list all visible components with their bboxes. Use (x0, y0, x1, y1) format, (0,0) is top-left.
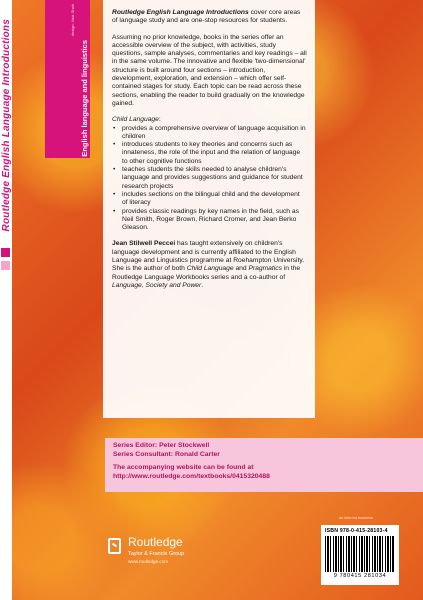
website-url[interactable]: http://www.routledge.com/textbooks/0415320488 (113, 472, 270, 480)
publisher-url[interactable]: www.routledge.com (128, 559, 169, 564)
publisher-group: Taylor & Francis Group (128, 551, 185, 557)
author-bio (112, 240, 307, 290)
bio-book-title: Pragmatics (248, 265, 282, 273)
isbn-barcode (321, 525, 399, 585)
feature-item: • includes sections on the bilingual child and the development of literacy (112, 191, 307, 208)
routledge-logo-icon (108, 538, 121, 554)
spine-strip (0, 0, 12, 600)
series-intro-text: cover core areas of language study and are one-stop resources for students. (112, 9, 301, 25)
book-title: Child Language (112, 116, 159, 124)
informa-tag: an informa business (339, 516, 373, 520)
description-panel: Routledge English Language Introductions cover core areas of language study and are one-stop resources for students. Assuming no prior knowledge, books in the series offer an accessible overview of the subject, with activities, study questions, sample analyses, commentaries and key readings – all in the same volume. The innovative and flexible 'two-dimensional' structure is built around four sections – introduction, development, exploration, and extension – which offer self-contained stages for study. Each topic can be read across these sections, enabling the reader to build gradually on the knowledge gained. Child Language: • provides a comprehensive overview of language acquisition in children • introduces students to key theories and concerns such as innateness, the role of the input and the relation of language to other cognitive functions • teaches students the skills needed to analyse children's language and provides suggestions and guidance for student research projects • includes sections on the bilingual child and the development of literacy • provides classic readings by key names in the field, such as Neil Smith, Roger Brown, Richard Cromer, and Jean Berko Gleason. Jean Stilwell Peccei has taught extensively on children's language development and is currently affiliated to the English Language and Linguistics programme at Roehampton University. She is the author of both Child Language and Pragmatics in the Routledge Language Workbooks series and a co-author of Language, Society and Power. (103, 0, 315, 418)
isbn-label: ISBN 978-0-415-28103-4 (325, 528, 388, 534)
spine-square-magenta (1, 248, 10, 257)
editor-band (105, 438, 423, 492)
barcode-icon (325, 536, 395, 572)
spine-title (0, 5, 12, 245)
bio-text: has taught extensively on children's language development and is currently affiliated to the English Language and Linguistics programme at Roehampton University. She is the author of both (112, 240, 305, 273)
bio-text: in the Routledge Language Workbooks series and a co-author of (112, 265, 301, 281)
series-intro (112, 9, 307, 26)
design-credit (67, 4, 77, 44)
series-editor: Series Editor: Peter Stockwell (113, 442, 210, 449)
website-note: The accompanying website can be found at (113, 464, 254, 472)
subject-label (78, 2, 90, 157)
subject-text: English language and linguistics (79, 40, 89, 157)
bio-text: and (233, 265, 249, 273)
publisher-name: Routledge (128, 535, 183, 549)
series-consultant: Series Consultant: Ronald Carter (113, 450, 220, 458)
bio-book-title: Child Language (186, 265, 234, 273)
spine-square-pink (1, 261, 10, 270)
design-credit-text: design: Nick Shah (69, 4, 75, 37)
feature-item: • teaches students the skills needed to analyse children's language and provides suggestions and guidance for student research projects (112, 166, 307, 191)
feature-item: • provides classic readings by key names in the field, such as Neil Smith, Roger Brown, Richard Cromer, and Jean Berko Gleason. (112, 208, 307, 233)
bio-text: . (201, 281, 204, 289)
publisher-logo (108, 532, 228, 572)
feature-list (112, 125, 307, 233)
bio-book-title: Language, Society and Power (112, 281, 202, 289)
feature-item: • introduces students to key theories and concerns such as innateness, the role of the input and the relation of language to other cognitive functions (112, 141, 307, 166)
series-overview: Assuming no prior knowledge, books in the series offer an accessible overview of the subject, with activities, study questions, sample analyses, commentaries and key readings – all in the same volume. The innovative and flexible 'two-dimensional' structure is built around four sections – introduction, development, exploration, and extension – which offer self-contained stages for study. Each topic can be read across these sections, enabling the reader to build gradually on the knowledge gained. (112, 33, 307, 107)
author-name: Jean Stilwell Peccei (112, 240, 176, 248)
feature-item: • provides a comprehensive overview of language acquisition in children (112, 125, 307, 142)
series-name: Routledge English Language Introductions (112, 9, 249, 16)
barcode-digits: 9 780415 281034 (333, 573, 387, 579)
spine-series-title: Routledge English Language Introductions (0, 18, 12, 232)
